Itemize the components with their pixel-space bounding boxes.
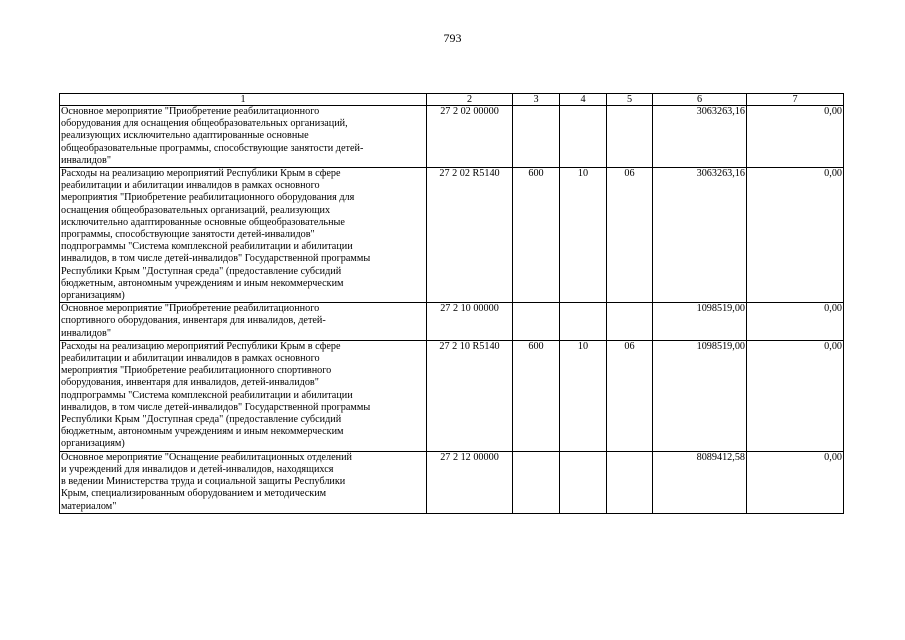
row-col5: 06: [607, 168, 653, 303]
row-amount: 8089412,58: [653, 451, 747, 513]
row-amount: 1098519,00: [653, 303, 747, 341]
row-name: Основное мероприятие "Приобретение реабилитационного оборудования для оснащения общеобразовательных организаций, реализующих исключительно адаптированные основные общеобразовательные программы, способствующие занятости детей- инвалидов": [60, 106, 427, 168]
row-code: 27 2 12 00000: [427, 451, 513, 513]
row-col4: [560, 303, 607, 341]
table-row: [60, 303, 844, 341]
column-header-1: 1: [60, 94, 427, 106]
row-col3: 600: [513, 168, 560, 303]
column-header-2: 2: [427, 94, 513, 106]
row-col7: 0,00: [747, 451, 844, 513]
column-header-6: 6: [653, 94, 747, 106]
row-name: Расходы на реализацию мероприятий Республики Крым в сфере реабилитации и абилитации инвалидов в рамках основного мероприятия "Приобретение реабилитационного спортивного оборудования, инвентаря для инвалидов, детей-инвалидов" подпрограммы "Система комплексной реабилитации и абилитации инвалидов, в том числе детей-инвалидов" Государственной программы Республики Крым "Доступная среда" (предоставление субсидий бюджетным, автономным учреждениям и иным некоммерческим организациям): [60, 340, 427, 451]
page-number: 793: [443, 31, 462, 45]
table-row: [60, 451, 844, 513]
row-code: 27 2 02 R5140: [427, 168, 513, 303]
row-col7: 0,00: [747, 168, 844, 303]
row-code: 27 2 10 00000: [427, 303, 513, 341]
row-col7: 0,00: [747, 303, 844, 341]
row-col3: 600: [513, 340, 560, 451]
header-row: [60, 94, 844, 106]
row-code: 27 2 10 R5140: [427, 340, 513, 451]
table-row: [60, 106, 844, 168]
budget-table: [59, 93, 844, 514]
row-name: Расходы на реализацию мероприятий Республики Крым в сфере реабилитации и абилитации инвалидов в рамках основного мероприятия "Приобретение реабилитационного оборудования для оснащения общеобразовательных организаций, реализующих исключительно адаптированные основные общеобразовательные программы, способствующие занятости детей-инвалидов" подпрограммы "Система комплексной реабилитации и абилитации инвалидов, в том числе детей-инвалидов" Государственной программы Республики Крым "Доступная среда" (предоставление субсидий бюджетным, автономным учреждениям и иным некоммерческим организациям): [60, 168, 427, 303]
row-col4: [560, 106, 607, 168]
row-code: 27 2 02 00000: [427, 106, 513, 168]
row-amount: 3063263,16: [653, 168, 747, 303]
column-header-5: 5: [607, 94, 653, 106]
row-col7: 0,00: [747, 340, 844, 451]
table-row: [60, 168, 844, 303]
row-col3: [513, 106, 560, 168]
column-header-4: 4: [560, 94, 607, 106]
row-col4: 10: [560, 340, 607, 451]
row-col5: [607, 303, 653, 341]
row-amount: 3063263,16: [653, 106, 747, 168]
row-col5: [607, 451, 653, 513]
row-col3: [513, 451, 560, 513]
row-amount: 1098519,00: [653, 340, 747, 451]
row-col4: [560, 451, 607, 513]
row-col5: [607, 106, 653, 168]
row-col7: 0,00: [747, 106, 844, 168]
column-header-3: 3: [513, 94, 560, 106]
row-col4: 10: [560, 168, 607, 303]
row-col3: [513, 303, 560, 341]
row-name: Основное мероприятие "Приобретение реабилитационного спортивного оборудования, инвентаря для инвалидов, детей- инвалидов": [60, 303, 427, 341]
table-row: [60, 340, 844, 451]
row-name: Основное мероприятие "Оснащение реабилитационных отделений и учреждений для инвалидов и детей-инвалидов, находящихся в ведении Министерства труда и социальной защиты Республики Крым, специализированным оборудованием и методическим материалом": [60, 451, 427, 513]
row-col5: 06: [607, 340, 653, 451]
column-header-7: 7: [747, 94, 844, 106]
